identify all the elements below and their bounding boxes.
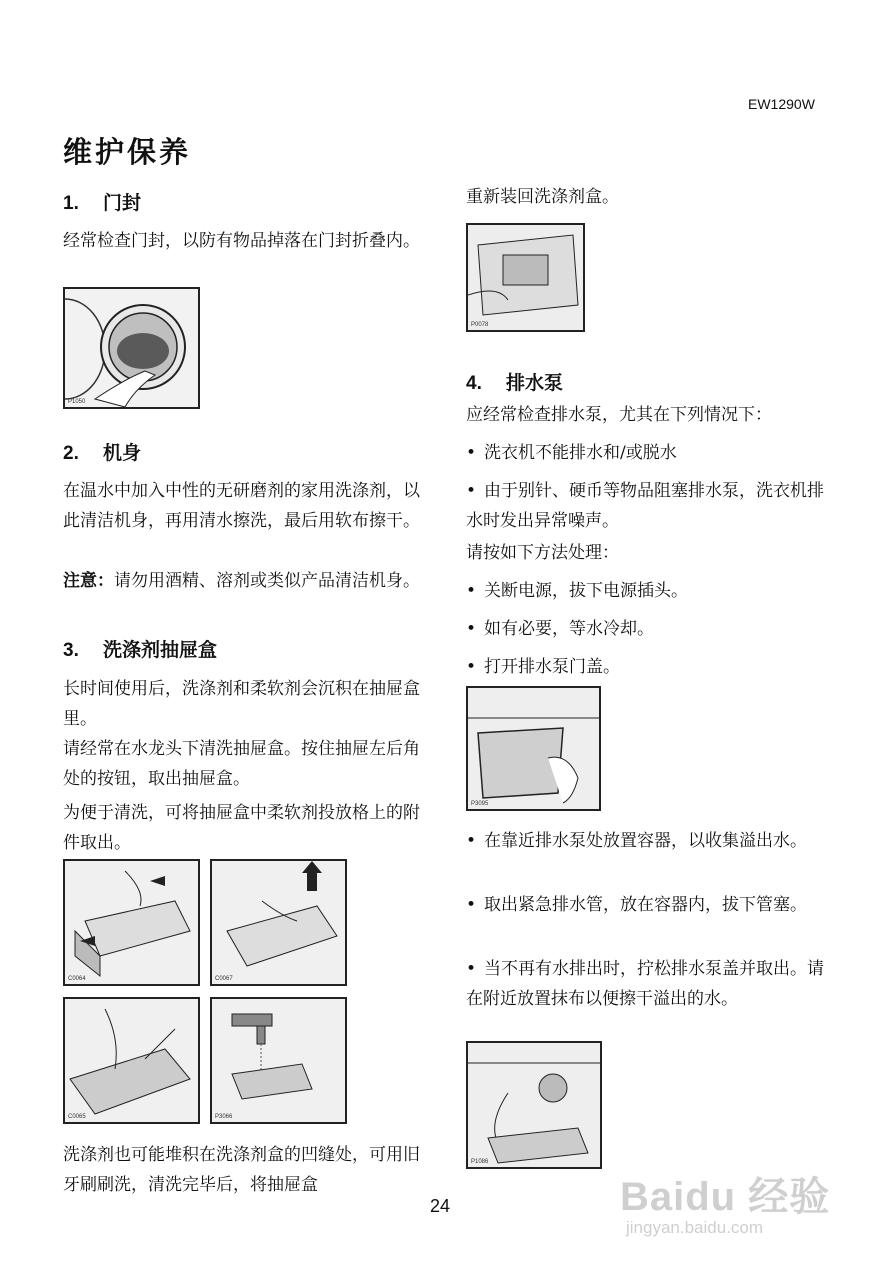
figure-code: C0064 xyxy=(68,976,86,982)
section-2-note xyxy=(63,566,423,596)
door-seal-figure xyxy=(63,287,200,409)
note-text: 请勿用酒精、溶剂或类似产品清洁机身。 xyxy=(114,571,420,591)
figure-code: C0067 xyxy=(215,976,233,982)
section-1-heading xyxy=(63,188,141,215)
section-2-heading xyxy=(63,438,141,465)
step-item: • 在靠近排水泵处放置容器，以收集溢出水。 xyxy=(466,826,826,856)
case-item: • 洗衣机不能排水和/或脱水 xyxy=(466,438,826,468)
section-1-title: 门封 xyxy=(103,192,142,214)
drawer-figure-1 xyxy=(63,859,200,986)
section-4-intro: 应经常检查排水泵，尤其在下列情况下： xyxy=(466,405,772,425)
section-3-title: 洗涤剂抽屉盒 xyxy=(103,639,218,661)
tap-rinse-illustration xyxy=(212,999,345,1122)
drawer-figure-2 xyxy=(210,859,347,986)
pump-drain-figure xyxy=(466,1041,602,1169)
figure-code: C0065 xyxy=(68,1114,86,1120)
section-2-text: 在温水中加入中性的无研磨剂的家用洗涤剂，以此清洁机身，再用清水擦洗，最后用软布擦干。 xyxy=(63,481,420,531)
section-3-number: 3. xyxy=(63,640,79,661)
section-4-title: 排水泵 xyxy=(506,372,564,394)
figure-code: P3066 xyxy=(215,1114,233,1120)
step-item: • 关断电源，拔下电源插头。 xyxy=(466,576,826,606)
page-title: 维护保养 xyxy=(63,135,192,169)
drawer-illustration-2 xyxy=(212,861,345,984)
step-item: • 当不再有水排出时，拧松排水泵盖并取出。请在附近放置抹布以便擦干溢出的水。 xyxy=(466,954,826,1014)
model-number: EW1290W xyxy=(748,96,815,112)
section-3-heading xyxy=(63,635,217,662)
section-4-number: 4. xyxy=(466,373,482,394)
section-2-number: 2. xyxy=(63,443,79,464)
step-item: • 取出紧急排水管，放在容器内，拔下管塞。 xyxy=(466,890,826,920)
pump-drain-illustration xyxy=(468,1043,600,1167)
drawer-illustration-3 xyxy=(65,999,198,1122)
drawer-figure-3 xyxy=(63,997,200,1124)
section-4-heading xyxy=(466,368,563,395)
section-3-para-4: 洗涤剂也可能堆积在洗涤剂盒的凹缝处，可用旧牙刷刷洗，清洗完毕后，将抽屉盒 xyxy=(63,1145,420,1195)
method-intro: 请按如下方法处理： xyxy=(466,543,619,563)
figure-code: P3095 xyxy=(471,801,489,807)
section-1-number: 1. xyxy=(63,193,79,214)
door-seal-illustration xyxy=(65,289,198,407)
drawer-illustration-1 xyxy=(65,861,198,984)
figure-code: P0078 xyxy=(471,322,489,328)
section-3-para-5: 重新装回洗涤剂盒。 xyxy=(466,187,619,207)
step-item: • 如有必要，等水冷却。 xyxy=(466,614,826,644)
drawer-figure-4 xyxy=(210,997,347,1124)
watermark-brand: Baidu 经验 xyxy=(620,1175,831,1219)
drawer-reinsert-illustration xyxy=(468,225,583,330)
pump-cover-figure xyxy=(466,686,601,811)
section-2-title: 机身 xyxy=(103,442,142,464)
watermark-url: jingyan.baidu.com xyxy=(626,1218,764,1237)
page-number: 24 xyxy=(430,1196,451,1216)
section-3-para-1: 长时间使用后，洗涤剂和柔软剂会沉积在抽屉盒里。 xyxy=(63,679,420,729)
note-label: 注意： xyxy=(63,571,114,591)
section-3-para-3: 为便于清洗，可将抽屉盒中柔软剂投放格上的附件取出。 xyxy=(63,803,420,853)
step-item: • 打开排水泵门盖。 xyxy=(466,652,826,682)
baidu-watermark xyxy=(620,1150,850,1250)
figure-code: P1050 xyxy=(68,399,86,405)
pump-cover-illustration xyxy=(468,688,599,809)
section-3-para-2: 请经常在水龙头下清洗抽屉盒。按住抽屉左后角处的按钮，取出抽屉盒。 xyxy=(63,739,420,789)
case-item: • 由于别针、硬币等物品阻塞排水泵，洗衣机排水时发出异常噪声。 xyxy=(466,476,826,536)
section-1-text: 经常检查门封，以防有物品掉落在门封折叠内。 xyxy=(63,231,420,251)
drawer-reinsert-figure xyxy=(466,223,585,332)
figure-code: P1086 xyxy=(471,1159,489,1165)
